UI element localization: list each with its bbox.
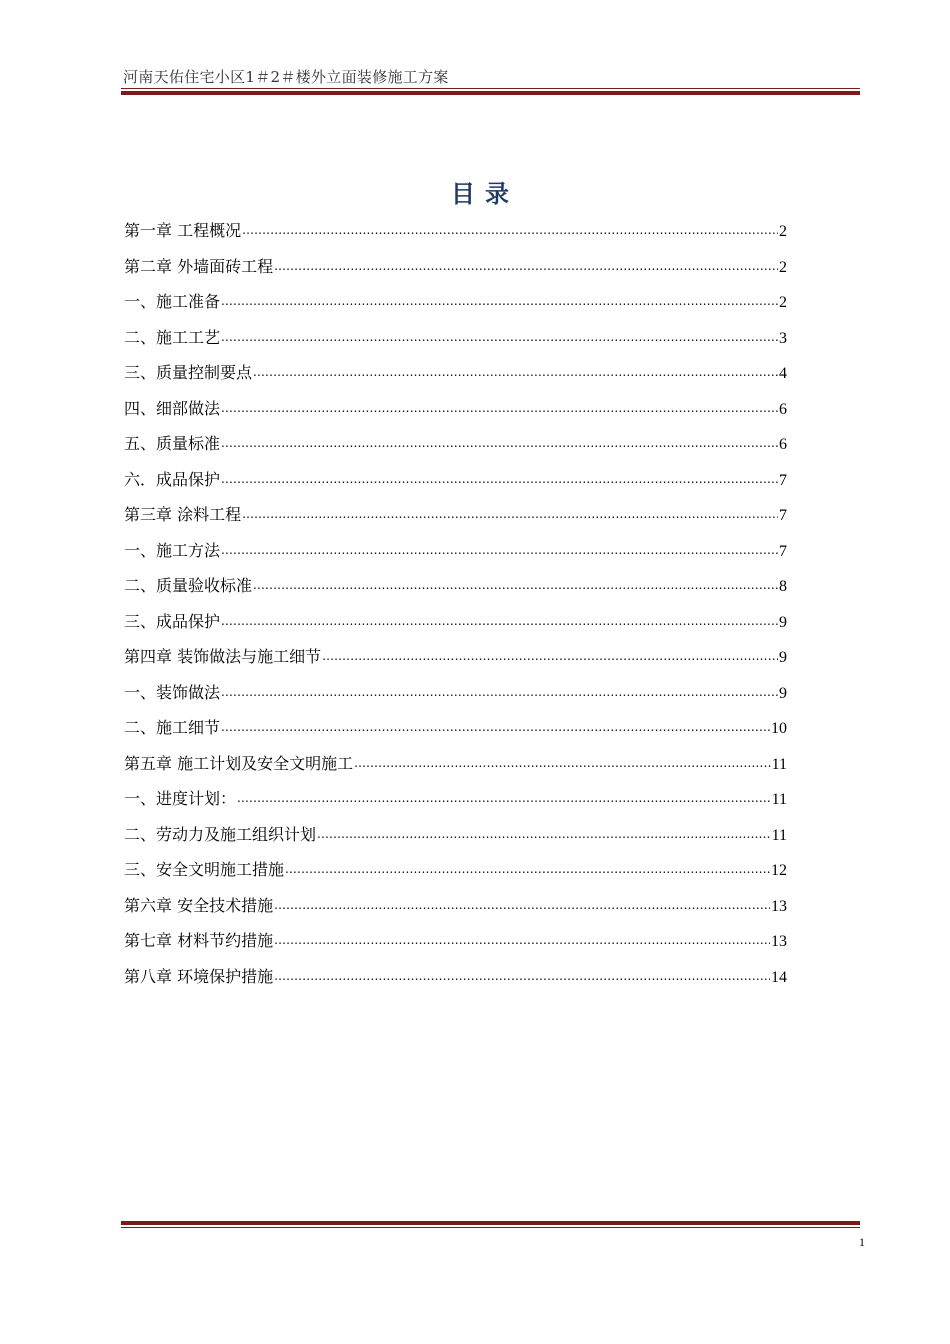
toc-entry-page: 7 [779,507,787,524]
running-header: 河南天佑住宅小区1＃2＃楼外立面装修施工方案 [123,68,449,86]
page-number: 1 [859,1235,865,1249]
toc-entry-label: 三、安全文明施工措施 [124,860,285,879]
toc-dot-leader [274,928,770,946]
toc-entry[interactable] [124,359,787,395]
toc-entry-label: 第二章 外墙面砖工程 [124,256,274,276]
toc-entry-page: 7 [779,542,787,560]
toc-entry-page: 2 [779,258,787,276]
toc-dot-leader [253,360,778,378]
toc-entry-page: 6 [779,400,787,418]
toc-entry-page: 10 [771,720,787,737]
toc-entry[interactable] [124,466,787,502]
toc-dot-leader [354,751,771,769]
toc-entry-page: 13 [771,897,787,915]
toc-entry-page: 13 [771,933,787,950]
toc-dot-leader [285,857,770,875]
toc-entry-label: 二、质量验收标准 [124,576,253,595]
toc-entry-page: 8 [779,578,787,595]
toc-entry-page: 2 [779,294,787,311]
toc-entry[interactable] [124,430,787,466]
toc-entry-page: 11 [771,755,787,773]
toc-entry[interactable] [124,821,787,857]
toc-entry[interactable] [124,750,787,786]
toc-entry-label: 一、施工方法 [124,540,221,560]
toc-dot-leader [317,822,771,840]
toc-entry-page: 12 [771,862,787,879]
table-of-contents [124,217,787,998]
toc-entry-page: 7 [779,471,787,489]
toc-entry-label: 二、劳动力及施工组织计划 [124,824,317,844]
toc-entry[interactable] [124,395,787,431]
toc-entry[interactable] [124,963,787,999]
toc-entry-label: 一、进度计划： [124,789,237,808]
toc-entry-label: 一、施工准备 [124,292,221,311]
toc-entry-label: 二、施工工艺 [124,327,221,347]
toc-entry-page: 2 [779,223,787,240]
toc-entry[interactable] [124,892,787,928]
footer-rule-thin [121,1227,860,1228]
toc-entry-label: 二、施工细节 [124,718,221,737]
toc-entry[interactable] [124,785,787,821]
toc-entry[interactable] [124,288,787,324]
toc-dot-leader [274,964,770,982]
toc-dot-leader [221,396,778,414]
header-rule-thin [121,88,860,89]
toc-dot-leader [242,218,778,236]
toc-dot-leader [274,254,778,272]
toc-dot-leader [221,715,770,733]
toc-entry-label: 第六章 安全技术措施 [124,895,274,915]
toc-entry-page: 6 [779,436,787,453]
toc-entry[interactable] [124,253,787,289]
toc-entry[interactable] [124,643,787,679]
toc-entry-page: 9 [779,684,787,702]
toc-entry-page: 11 [771,826,787,844]
toc-dot-leader [221,467,778,485]
toc-entry-page: 11 [771,791,787,808]
toc-entry[interactable] [124,501,787,537]
toc-dot-leader [242,502,778,520]
toc-entry-label: 第七章 材料节约措施 [124,931,274,950]
toc-entry-label: 第三章 涂料工程 [124,505,242,524]
footer-rule-thick [121,1221,860,1225]
toc-entry-label: 三、成品保护 [124,611,221,631]
toc-entry-label: 第一章 工程概况 [124,221,242,240]
toc-entry-page: 9 [779,649,787,666]
toc-entry-label: 第四章 装饰做法与施工细节 [124,647,322,666]
toc-entry[interactable] [124,324,787,360]
toc-entry-label: 三、质量控制要点 [124,363,253,382]
toc-entry-page: 14 [771,968,787,986]
toc-entry[interactable] [124,572,787,608]
toc-entry[interactable] [124,217,787,253]
toc-entry-label: 五、质量标准 [124,434,221,453]
toc-entry-page: 3 [779,329,787,347]
toc-entry-label: 第五章 施工计划及安全文明施工 [124,753,354,773]
toc-dot-leader [221,325,778,343]
toc-entry-label: 六．成品保护 [124,469,221,489]
toc-dot-leader [221,431,778,449]
toc-entry-label: 四、细部做法 [124,398,221,418]
toc-dot-leader [253,573,778,591]
header-rule-thick [121,91,860,95]
toc-dot-leader [221,289,778,307]
toc-entry-label: 一、装饰做法 [124,682,221,702]
toc-entry[interactable] [124,927,787,963]
toc-entry[interactable] [124,856,787,892]
toc-dot-leader [221,680,778,698]
toc-entry-page: 4 [779,365,787,382]
toc-dot-leader [274,893,770,911]
toc-entry-label: 第八章 环境保护措施 [124,966,274,986]
toc-dot-leader [237,786,771,804]
toc-entry-page: 9 [779,613,787,631]
toc-dot-leader [322,644,778,662]
toc-entry[interactable] [124,714,787,750]
toc-entry[interactable] [124,679,787,715]
toc-entry[interactable] [124,608,787,644]
toc-entry[interactable] [124,537,787,573]
toc-dot-leader [221,609,778,627]
toc-dot-leader [221,538,778,556]
toc-title: 目录 [451,180,519,208]
